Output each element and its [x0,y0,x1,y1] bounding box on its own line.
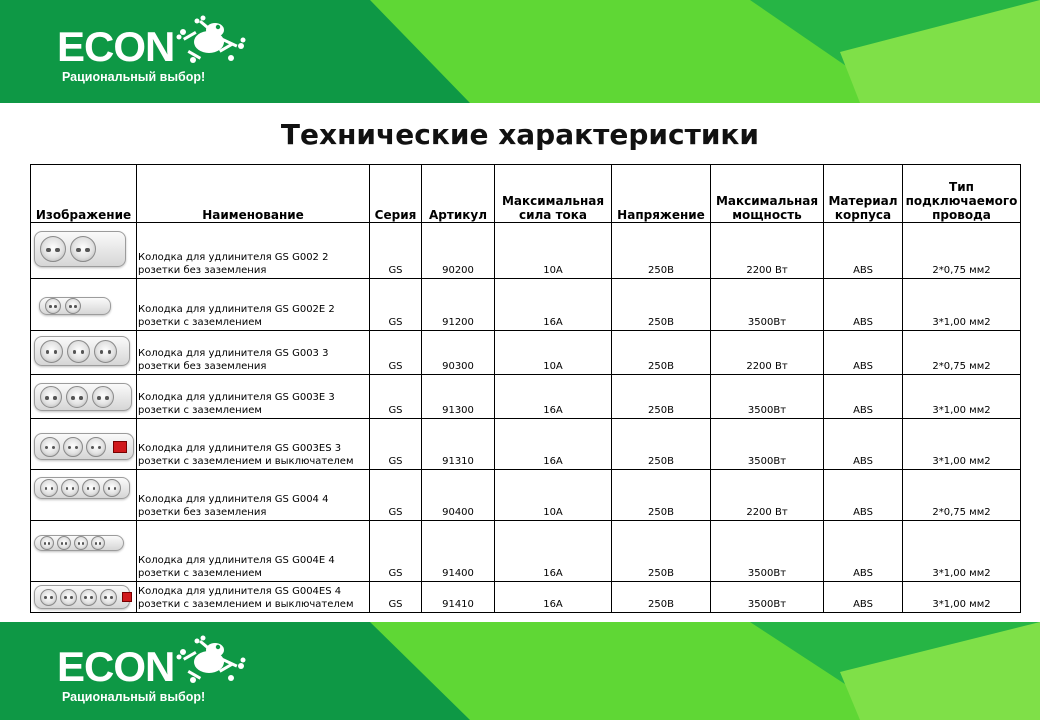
power-cell: 3500Вт [711,419,824,470]
article-cell: 90200 [422,223,495,279]
power-strip-4-sockets-grounded-image [34,535,124,551]
material-cell: ABS [824,331,903,375]
power-cell: 2200 Вт [711,223,824,279]
material-cell: ABS [824,375,903,419]
power-strip-2-sockets-image [34,231,126,267]
series-cell: GS [370,419,422,470]
voltage-cell: 250В [612,582,711,613]
voltage-cell: 250В [612,279,711,331]
article-cell: 91310 [422,419,495,470]
power-strip-4-sockets-switch-image [34,585,130,609]
series-cell: GS [370,470,422,521]
material-cell: ABS [824,419,903,470]
econ-logo-footer[interactable] [57,632,257,712]
power-strip-3-sockets-image [34,336,130,366]
switch-icon [122,592,132,602]
product-image-cell [31,331,137,375]
econ-logo[interactable] [57,12,257,92]
article-cell: 91300 [422,375,495,419]
current-cell: 16А [495,582,612,613]
wire-cell: 3*1,00 мм2 [903,279,1021,331]
frog-icon [175,632,247,688]
product-image-cell [31,582,137,613]
table-row [31,582,1021,613]
header-voltage: Напряжение [612,165,711,223]
material-cell: ABS [824,521,903,582]
header-article: Артикул [422,165,495,223]
power-strip-4-sockets-image [34,477,130,499]
article-cell: 91410 [422,582,495,613]
bottom-banner [0,622,1040,720]
current-cell: 16А [495,419,612,470]
table-row [31,375,1021,419]
header-material: Материал корпуса [824,165,903,223]
product-image-cell [31,279,137,331]
wire-cell: 2*0,75 мм2 [903,470,1021,521]
power-cell: 3500Вт [711,279,824,331]
table-row [31,521,1021,582]
frog-icon [175,12,247,68]
voltage-cell: 250В [612,375,711,419]
power-cell: 3500Вт [711,521,824,582]
voltage-cell: 250В [612,521,711,582]
header-image: Изображение [31,165,137,223]
article-cell: 91400 [422,521,495,582]
header-series: Серия [370,165,422,223]
logo-wordmark: ECON [57,643,175,690]
table-row [31,419,1021,470]
wire-cell: 3*1,00 мм2 [903,375,1021,419]
article-cell: 90400 [422,470,495,521]
header-name: Наименование [137,165,370,223]
voltage-cell: 250В [612,223,711,279]
table-header-row [31,165,1021,223]
wire-cell: 2*0,75 мм2 [903,223,1021,279]
power-strip-3-sockets-grounded-image [34,383,132,411]
power-cell: 3500Вт [711,582,824,613]
product-image-cell [31,223,137,279]
current-cell: 16А [495,279,612,331]
wire-cell: 2*0,75 мм2 [903,331,1021,375]
current-cell: 10А [495,470,612,521]
wire-cell: 3*1,00 мм2 [903,521,1021,582]
product-name: Колодка для удлинителя GS G004 4 розетки без заземления [137,470,370,521]
product-image-cell [31,419,137,470]
wire-cell: 3*1,00 мм2 [903,582,1021,613]
material-cell: ABS [824,582,903,613]
switch-icon [113,441,127,453]
power-cell: 3500Вт [711,375,824,419]
product-name: Колодка для удлинителя GS G003 3 розетки без заземления [137,331,370,375]
table-row [31,279,1021,331]
page-title: Технические характеристики [280,118,760,151]
series-cell: GS [370,279,422,331]
table-row [31,470,1021,521]
series-cell: GS [370,223,422,279]
current-cell: 10А [495,223,612,279]
material-cell: ABS [824,470,903,521]
product-name: Колодка для удлинителя GS G003E 3 розетки с заземлением [137,375,370,419]
voltage-cell: 250В [612,419,711,470]
product-name: Колодка для удлинителя GS G002 2 розетки без заземления [137,223,370,279]
wire-cell: 3*1,00 мм2 [903,419,1021,470]
current-cell: 16А [495,521,612,582]
header-wire: Тип подключаемого провода [903,165,1021,223]
product-image-cell [31,375,137,419]
power-strip-2-sockets-grounded-image [39,297,111,315]
current-cell: 10А [495,331,612,375]
power-cell: 2200 Вт [711,331,824,375]
logo-wordmark: ECON [57,23,175,70]
spec-table [30,164,1021,613]
header-power: Максимальная мощность [711,165,824,223]
table-row [31,331,1021,375]
power-strip-3-sockets-switch-image [34,433,134,460]
series-cell: GS [370,331,422,375]
material-cell: ABS [824,223,903,279]
series-cell: GS [370,521,422,582]
product-name: Колодка для удлинителя GS G004E 4 розетки с заземлением [137,521,370,582]
product-name: Колодка для удлинителя GS G004ES 4 розетки с заземлением и выключателем [137,582,370,613]
product-image-cell [31,470,137,521]
product-name: Колодка для удлинителя GS G002E 2 розетки с заземлением [137,279,370,331]
series-cell: GS [370,582,422,613]
series-cell: GS [370,375,422,419]
material-cell: ABS [824,279,903,331]
voltage-cell: 250В [612,331,711,375]
current-cell: 16А [495,375,612,419]
product-image-cell [31,521,137,582]
product-name: Колодка для удлинителя GS G003ES 3 розетки с заземлением и выключателем [137,419,370,470]
power-cell: 2200 Вт [711,470,824,521]
header-current: Максимальная сила тока [495,165,612,223]
article-cell: 91200 [422,279,495,331]
logo-tagline: Рациональный выбор! [62,690,206,704]
logo-tagline: Рациональный выбор! [62,70,206,84]
voltage-cell: 250В [612,470,711,521]
top-banner [0,0,1040,103]
table-row [31,223,1021,279]
article-cell: 90300 [422,331,495,375]
